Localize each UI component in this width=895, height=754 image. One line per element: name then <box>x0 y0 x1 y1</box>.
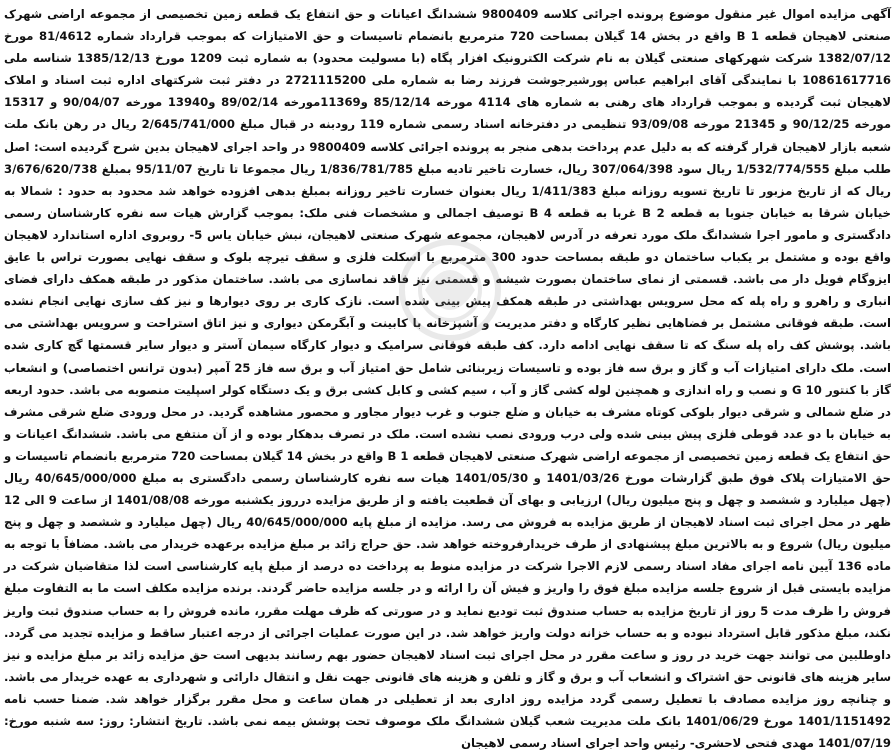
auction-notice-text: آگهی مزایده اموال غیر منقول موضوع پرونده اجرائی کلاسه 9800409 ششدانگ اعیانات و حق انتفاع یک قطعه زمین تخصیصی از مجموعه اراضی شهرک صنعتی لاهیجان قطعه B 1 واقع در بخش 14 گیلان بمساحت 720 مترمربع بانضمام تاسیسات و حق الامتیازات که بموجب قرارداد شماره 81/4612 مورخ 1382/07/12 شرکت شهرکهای صنعتی گیلان به نام شرکت الکترونیک افزار پگاه (با مسولیت محدود) به شماره ثبت 1209 مورخ 1385/12/13 شناسه ملی 10861617716 با نمایندگی آقای ابراهیم عباس پورشیرجوشت فرزند رضا به شماره ملی 2721115200 در دفتر ثبت شرکتهای اداره ثبت اسناد و املاک لاهیجان ثبت گردیده و بموجب قرارداد های رهنی به شماره های 4114 مورخه 85/12/14 و11369مورخه 89/02/14 و13940 مورخه 90/04/07 و 15317 مورخه 90/12/25 و 21345 مورخه 93/09/08 تنظیمی در دفترخانه اسناد رسمی شماره 119 رودبنه در قبال مبلغ 2/645/741/000 ریال در رهن بانک ملت شعبه بازار لاهیجان قرار گرفته که به دلیل عدم پرداخت بدهی منجر به پرونده اجرائی کلاسه 9800409 در واحد اجرای لاهیجان بدین شرح گردیده است: اصل طلب مبلغ 1/532/774/555 ریال سود 307/064/398 ریال، خسارت تاخیر تادیه مبلغ 1/836/781/785 ریال مجموعا تا تاریخ 95/11/07 بمبلغ 3/676/620/738 ریال که از تاریخ مزبور تا تاریخ تسویه روزانه مبلغ 1/411/383 ریال بعنوان خسارت تاخیر روزانه بمبلغ بدهی افزوده خواهد شد محدود به حدود : شمالا به خیابان شرقا به خیابان جنوبا به قطعه B 2 غربا به قطعه B 4 توصیف اجمالی و مشخصات فنی ملک: بموجب گزارش هیات سه نفره کارشناسان رسمی دادگستری و مامور اجرا ششدانگ ملک مورد تعرفه در آدرس لاهیجان، مجموعه شهرک صنعتی لاهیجان، نبش خیابان یاس 5- روبروی اداره استاندارد لاهیجان واقع بوده و مشتمل بر یکباب ساختمان دو طبقه بمساحت حدود 300 مترمربع با اسکلت فلزی و سقف تیرچه بلوک و سقف نهایی بصورت تراس با عایق ایزوگام فویل دار می باشد. قسمتی از نمای ساختمان بصورت شیشه و قسمتی نیز فاقد نماسازی می باشد. ساختمان مذکور در طبقه همکف دارای فضای انباری و راهرو و راه پله که محل سرویس بهداشتی در طبقه همکف پیش بینی شده است. نازک کاری بر روی دیوارها و نیز کف سازی نهایی انجام نشده است. طبقه فوقانی مشتمل بر فضاهایی نظیر کارگاه و دفتر مدیریت و آشپزخانه با کابینت و آبگرمکن دیواری و نیز اتاق استراحت و سرویس بهداشتی می باشد. پوشش کف راه پله سنگ که تا سقف نهایی ادامه دارد. کف طبقه فوقانی سرامیک و دیوار کارگاه سیمان آستر و دیوار سایر قسمتها گچ کاری شده است. ملک دارای امتیازات آب و گاز و برق سه فاز بوده و تاسیسات زیربنائی شامل حق امتیاز آب و برق سه فاز 25 آمپر (بدون ترانس اختصاصی) و انشعاب گاز با کنتور G 10 و نصب و راه اندازی و همچنین لوله کشی گاز و آب ، سیم کشی و کابل کشی برق و یک دستگاه کولر اسپلیت منصوبه می باشد. حدود اربعه در ضلع شمالی و شرقی دیوار بلوکی کوتاه مشرف به خیابان و ضلع جنوب و غرب دیوار مجاور و محصور مشاهده گردید. در محل ورودی ضلع شرقی مشرف به خیابان با دو عدد قوطی فلزی پیش بینی شده ولی درب ورودی نصب نشده است. ملک در تصرف بدهکار بوده و از آن منتفع می باشد. ششدانگ اعیانات و حق انتفاع یک قطعه زمین تخصیصی از مجموعه اراضی شهرک صنعتی لاهیجان قطعه B 1 واقع در بخش 14 گیلان بمساحت 720 مترمربع بانضمام تاسیسات و حق الامتیازات پلاک فوق طبق گزارشات مورخ 1401/03/26 و 1401/05/30 هیات سه نفره کارشناسان رسمی دادگستری به مبلغ 40/645/000/000 ریال (چهل میلیارد و ششصد و چهل و پنج میلیون ریال) ارزیابی و بهای آن قطعیت یافته و از طریق مزایده درروز یکشنبه مورخه 1401/08/08 از ساعت 9 الی 12 ظهر در محل اجرای ثبت اسناد لاهیجان از طریق مزایده به فروش می رسد. مزایده از مبلغ پایه 40/645/000/000 ریال (چهل میلیارد و ششصد و چهل و پنج میلیون ریال) شروع و به بالاترین مبلغ پیشنهادی از طرف خریدارفروخته خواهد شد. حق حراج زائد بر مبلغ مزایده برعهده خریدار می باشد. مضافاً با توجه به ماده 136 آیین نامه اجرای مفاد اسناد رسمی لازم الاجرا شرکت در مزایده منوط به پرداخت ده درصد از مبلغ پایه کارشناسی است لذا متقاضیان شرکت در مزایده بایستی قبل از شروع جلسه مزایده مبلغ فوق را واریز و فیش آن را ارائه و در جلسه مزایده حاضر گردند. برنده مزایده مکلف است ما به التفاوت مبلغ فروش را ظرف مدت 5 روز از تاریخ مزایده به حساب صندوق ثبت تودیع نماید و در صورتی که ظرف مهلت مقرر، مانده فروش را به حساب صندوق ثبت واریز نکند، مبلغ مذکور قابل استرداد نبوده و به حساب خزانه دولت واریز خواهد شد. در این صورت عملیات اجرائی از درجه اعتبار ساقط و مزایده تجدید می گردد. داوطلبین می توانند جهت خرید در روز و ساعت مقرر در محل اجرای ثبت اسناد لاهیجان حضور بهم رسانند بدیهی است حق مزایده زائد بر مبلغ مزایده و نیز سایر هزینه های قانونی حق اشتراک و انشعاب آب و برق و گاز و تلفن و هزینه های قانونی جهت نقل و انتقال دارائی و شهرداری به عهده خریدار می باشد. و چنانچه روز مزایده مصادف با تعطیل رسمی گردد مزایده روز اداری بعد از تعطیلی در همان ساعت و محل مقرر برگزار خواهد شد. ضمنا حسب نامه 1401/1151492 مورخ 1401/06/29 بانک ملت مدیریت شعب گیلان ششدانگ ملک موصوف تحت پوشش بیمه نمی باشد. تاریخ انتشار: روز: سه شنبه مورخ: 1401/07/19 مهدی فتحی لاحشری- رئیس واحد اجرای اسناد رسمی لاهیجان <box>4 7 892 751</box>
